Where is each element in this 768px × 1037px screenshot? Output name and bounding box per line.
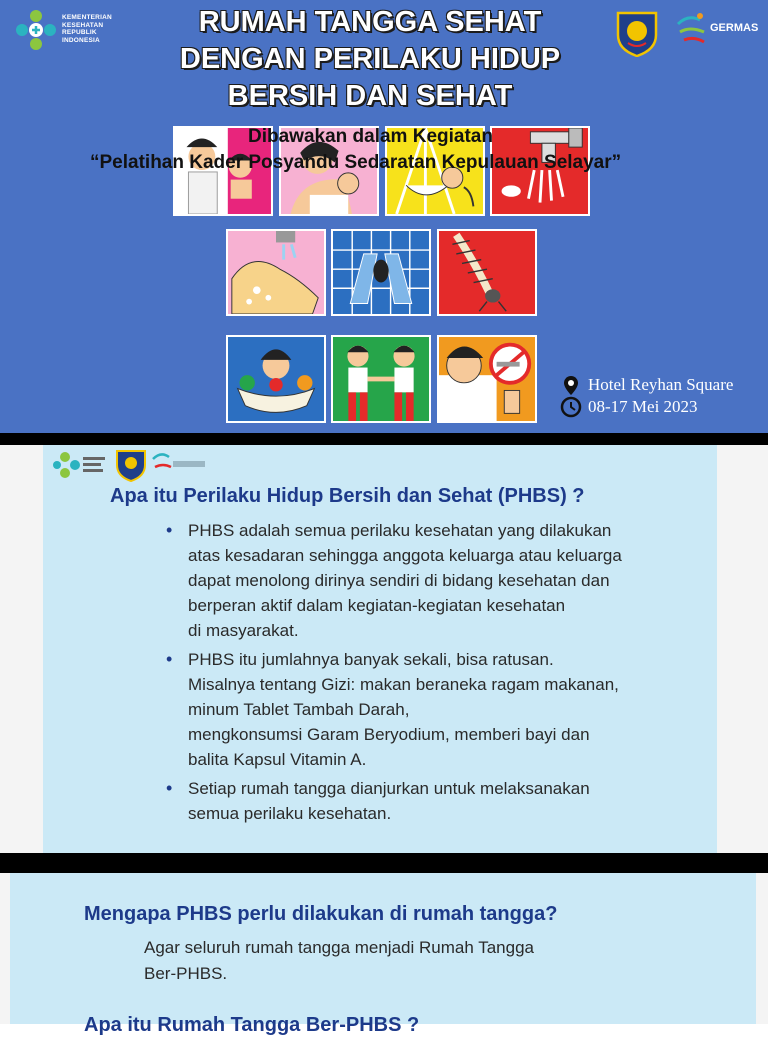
kemenkes-logo-icon [14,8,58,52]
next-heading-cut: Apa itu Rumah Tangga Ber-PHBS ? [84,1014,420,1036]
clock-icon [560,396,582,418]
slide-heading: Apa itu Perilaku Hidup Bersih dan Sehat (PHBS) ? [110,485,585,507]
venue-name: Hotel Reyhan Square [588,375,734,394]
list-item: • PHBS itu jumlahnya banyak sekali, bisa ratusan. Misalnya tentang Gizi: makan beraneka ragam makanan, minum Tablet Tambah Darah, mengkonsumsi Garam Beryodium, memberi bayi dan balita Kapsul Vitamin A. [164,647,674,772]
bullet-list [164,518,674,830]
slide-divider [0,433,768,445]
slide-divider [0,853,768,873]
slide-phbs-definition [0,445,768,853]
event-intro: Dibawakan dalam Kegiatan [248,126,493,147]
list-item: • Setiap rumah tangga dianjurkan untuk melaksanakan semua perilaku kesehatan. [164,776,674,826]
tile-no-smoking [437,335,537,423]
slide-logos-icon [53,447,253,483]
regency-emblem-icon [612,9,662,57]
tile-mosquito-larva [437,229,537,316]
location-pin-icon [560,374,582,396]
event-name: “Pelatihan Kader Posyandu Sedaratan Kepulauan Selayar” [90,152,622,173]
ministry-name: KEMENTERIAN KESEHATAN REPUBLIK INDONESIA [62,14,112,44]
tile-clean-toilet [331,229,431,316]
list-item: • PHBS adalah semua perilaku kesehatan yang dilakukan atas kesadaran sehingga anggota keluarga atau keluarga dapat menolong dirinya sendiri di bidang kesehatan dan berperan aktif dalam kegiatan-kegiatan kesehatan di masyarakat. [164,518,674,643]
venue-info [560,374,733,418]
answer-text: Agar seluruh rumah tangga menjadi Rumah Tangga Ber-PHBS. [144,938,534,983]
germas-label: GERMAS [710,22,759,34]
slide-title-heading: RUMAH TANGGA SEHAT DENGAN PERILAKU HIDUP BERSIH DAN SEHAT [179,6,561,112]
slide-title [0,0,768,433]
slide-heading: Mengapa PHBS perlu dilakukan di rumah tangga? [84,903,558,925]
tile-healthy-food [226,335,326,423]
tile-physical-activity [331,335,431,423]
event-dates: 08-17 Mei 2023 [588,397,698,416]
tile-hand-washing [226,229,326,316]
slide-phbs-reason [0,873,768,1024]
